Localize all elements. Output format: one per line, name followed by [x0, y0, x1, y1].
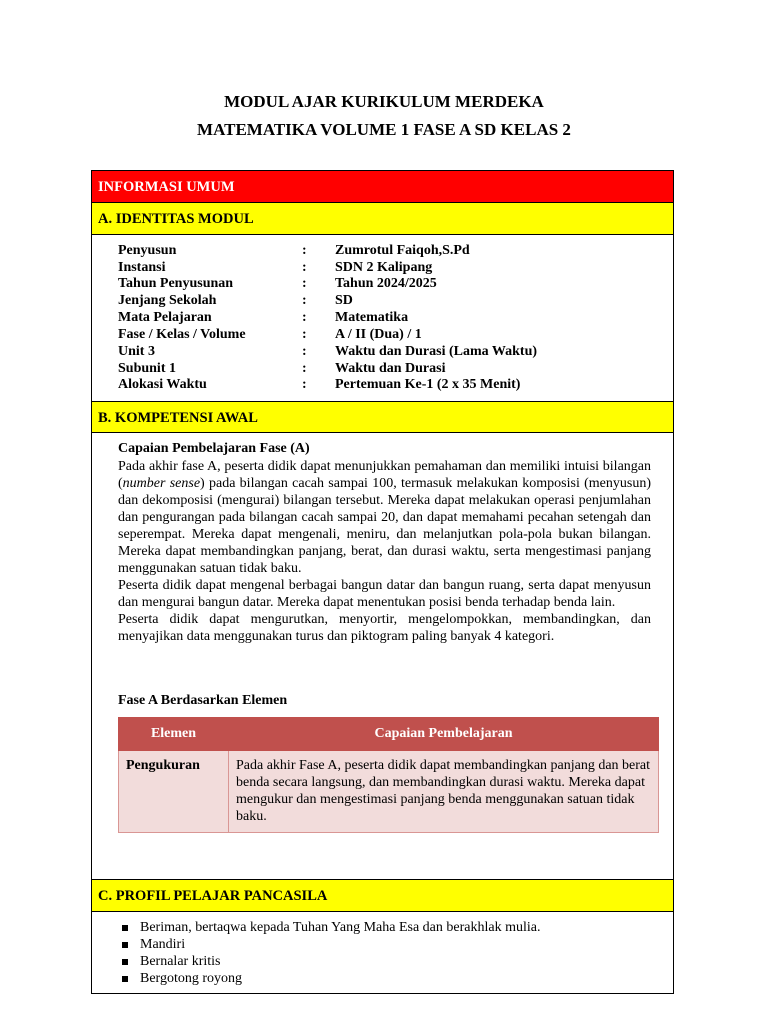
informasi-umum-header: INFORMASI UMUM [92, 171, 673, 203]
colon: : [302, 327, 307, 342]
identitas-value: A / II (Dua) / 1 [335, 327, 422, 342]
colon: : [302, 377, 307, 392]
identitas-label: Instansi [118, 260, 166, 275]
list-item-text: Bernalar kritis [140, 954, 221, 969]
table-header-row [119, 718, 659, 751]
elemen-table [118, 717, 659, 833]
colon: : [302, 344, 307, 359]
identitas-value: Waktu dan Durasi [335, 361, 446, 376]
capaian-cell: Pada akhir Fase A, peserta didik dapat membandingkan panjang dan berat benda secara langsung, dan membandingkan durasi waktu. Mereka dapat mengukur dan mengestimasi panjang benda menggunakan satuan tidak baku. [229, 751, 659, 833]
identitas-value: SD [335, 293, 353, 308]
square-bullet-icon [122, 976, 128, 982]
identitas-label: Mata Pelajaran [118, 310, 212, 325]
doc-title-line2: MATEMATIKA VOLUME 1 FASE A SD KELAS 2 [197, 120, 571, 139]
number-sense-term: number sense [122, 476, 201, 491]
identitas-value: Matematika [335, 310, 409, 325]
capaian-text: Pada akhir fase A, peserta didik dapat menunjukkan pemahaman dan memiliki intuisi bilangan ( [118, 459, 651, 491]
colon: : [302, 260, 307, 275]
identitas-label: Tahun Penyusunan [118, 276, 234, 291]
colon: : [302, 243, 307, 258]
identitas-label: Unit 3 [118, 344, 155, 359]
identitas-label: Jenjang Sekolah [118, 293, 217, 308]
list-item-text: Beriman, bertaqwa kepada Tuhan Yang Maha Esa dan berakhlak mulia. [140, 920, 541, 935]
column-header-elemen: Elemen [119, 718, 229, 751]
capaian-text: ) pada bilangan cacah sampai 100, termasuk melakukan komposisi (menyusun) dan dekomposisi (mengurai) bilangan tersebut. Mereka dapat melakukan operasi penjumlahan dan pengurangan pada bilangan cacah sampai 20, dan dapat memahami pecahan setengah dan seperempat. Mereka dapat mengenali, meniru, dan melanjutkan pola-pola bukan bilangan. Mereka dapat membandingkan panjang, berat, dan durasi waktu, serta mengestimasi panjang menggunakan satuan tidak baku. [118, 476, 651, 576]
identitas-value: Pertemuan Ke-1 (2 x 35 Menit) [335, 377, 521, 392]
list-item [118, 936, 540, 953]
square-bullet-icon [122, 942, 128, 948]
identitas-value: SDN 2 Kalipang [335, 260, 433, 275]
colon: : [302, 310, 307, 325]
identitas-label: Alokasi Waktu [118, 377, 207, 392]
capaian-paragraph: Peserta didik dapat mengurutkan, menyortir, mengelompokkan, membandingkan, dan menyajikan data menggunakan turus dan piktogram paling banyak 4 kategori. [118, 612, 651, 644]
square-bullet-icon [122, 925, 128, 931]
list-item [118, 919, 540, 936]
identitas-value: Zumrotul Faiqoh,S.Pd [335, 243, 470, 258]
list-item-text: Mandiri [140, 937, 186, 952]
table-row [119, 751, 659, 833]
identitas-label: Fase / Kelas / Volume [118, 327, 246, 342]
elemen-cell: Pengukuran [119, 751, 229, 833]
identitas-modul-heading: A. IDENTITAS MODUL [92, 203, 673, 235]
identitas-label: Subunit 1 [118, 361, 176, 376]
kompetensi-awal-heading: B. KOMPETENSI AWAL [92, 401, 673, 433]
fase-elemen-title: Fase A Berdasarkan Elemen [118, 693, 288, 708]
square-bullet-icon [122, 959, 128, 965]
identitas-label: Penyusun [118, 243, 177, 258]
capaian-paragraph: Peserta didik dapat mengenal berbagai bangun datar dan bangun ruang, serta dapat menyusun dan mengurai bangun datar. Mereka dapat menentukan posisi benda terhadap benda lain. [118, 578, 651, 610]
colon: : [302, 276, 307, 291]
doc-title-line1: MODUL AJAR KURIKULUM MERDEKA [224, 92, 544, 111]
list-item [118, 953, 540, 970]
identitas-value: Waktu dan Durasi (Lama Waktu) [335, 344, 538, 359]
profil-pelajar-heading: C. PROFIL PELAJAR PANCASILA [92, 879, 673, 912]
list-item-text: Bergotong royong [140, 971, 243, 986]
capaian-title: Capaian Pembelajaran Fase (A) [118, 441, 310, 456]
capaian-paragraph [118, 458, 651, 577]
profil-list [118, 919, 540, 987]
colon: : [302, 361, 307, 376]
list-item [118, 970, 540, 987]
capaian-body [118, 458, 651, 645]
column-header-capaian: Capaian Pembelajaran [229, 718, 659, 751]
colon: : [302, 293, 307, 308]
modul-frame [91, 170, 674, 994]
identitas-value: Tahun 2024/2025 [335, 276, 437, 291]
